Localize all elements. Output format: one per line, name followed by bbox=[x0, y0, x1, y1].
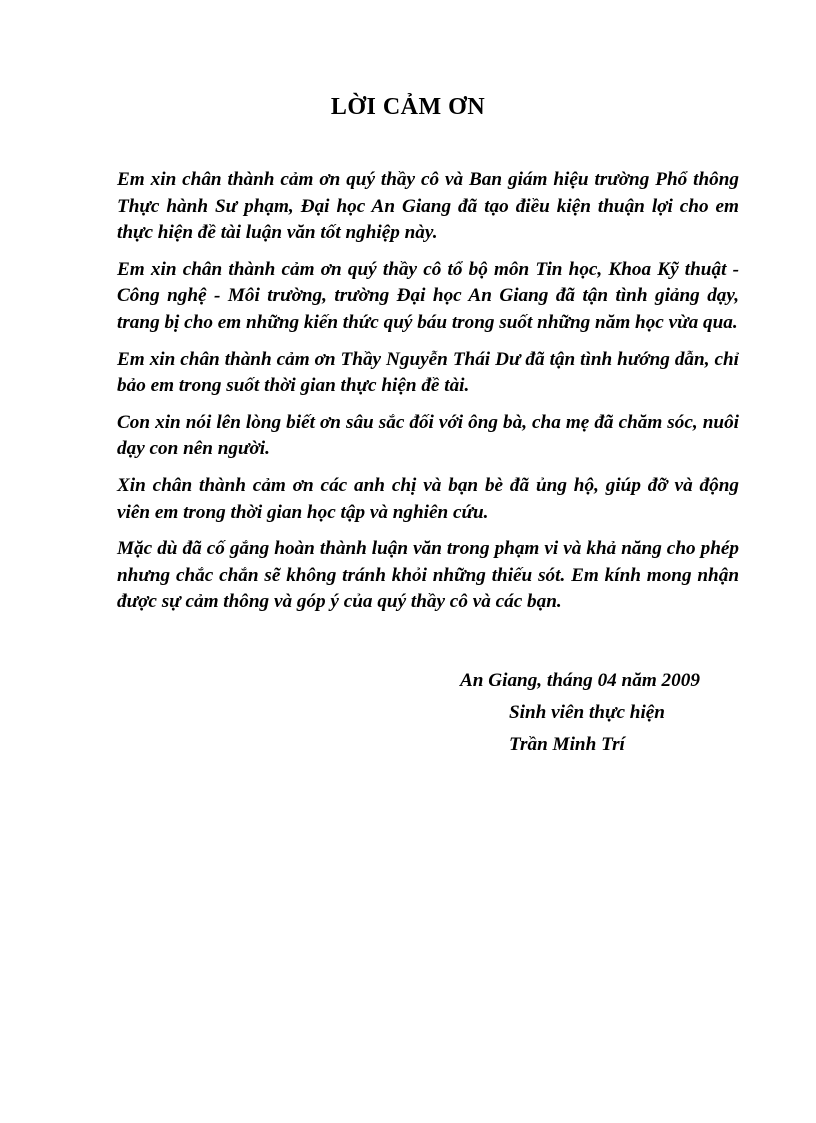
acknowledgement-body bbox=[117, 167, 739, 626]
paragraph-friends-thanks: Xin chân thành cảm ơn các anh chị và bạn bè đã ủng hộ, giúp đỡ và động viên em trong thời gian học tập và nghiên cứu. bbox=[117, 474, 739, 523]
place-date: An Giang, tháng 04 năm 2009 bbox=[460, 670, 700, 691]
paragraph-school-thanks: Em xin chân thành cảm ơn quý thầy cô và Ban giám hiệu trường Phổ thông Thực hành Sư phạm, Đại học An Giang đã tạo điều kiện thuận lợi cho em thực hiện đề tài luận văn tốt nghiệp này. bbox=[117, 169, 739, 244]
page-title: LỜI CẢM ƠN bbox=[330, 94, 486, 120]
signer-name: Trần Minh Trí bbox=[509, 734, 625, 755]
paragraph-advisor-thanks: Em xin chân thành cảm ơn Thầy Nguyễn Thái Dư đã tận tình hướng dẫn, chỉ bảo em trong suốt thời gian thực hiện đề tài. bbox=[117, 348, 739, 397]
paragraph-family-thanks: Con xin nói lên lòng biết ơn sâu sắc đối với ông bà, cha mẹ đã chăm sóc, nuôi dạy con nên người. bbox=[117, 411, 739, 460]
signature-block bbox=[460, 665, 700, 761]
signer-role: Sinh viên thực hiện bbox=[509, 702, 665, 723]
paragraph-closing: Mặc dù đã cố gắng hoàn thành luận văn trong phạm vi và khả năng cho phép nhưng chắc chắn sẽ không tránh khỏi những thiếu sót. Em kính mong nhận được sự cảm thông và góp ý của quý thầy cô và các bạn. bbox=[117, 538, 739, 613]
paragraph-faculty-thanks: Em xin chân thành cảm ơn quý thầy cô tổ bộ môn Tin học, Khoa Kỹ thuật - Công nghệ - Môi trường, trường Đại học An Giang đã tận tình giảng dạy, trang bị cho em những kiến thức quý báu trong suốt những năm học vừa qua. bbox=[117, 258, 739, 333]
